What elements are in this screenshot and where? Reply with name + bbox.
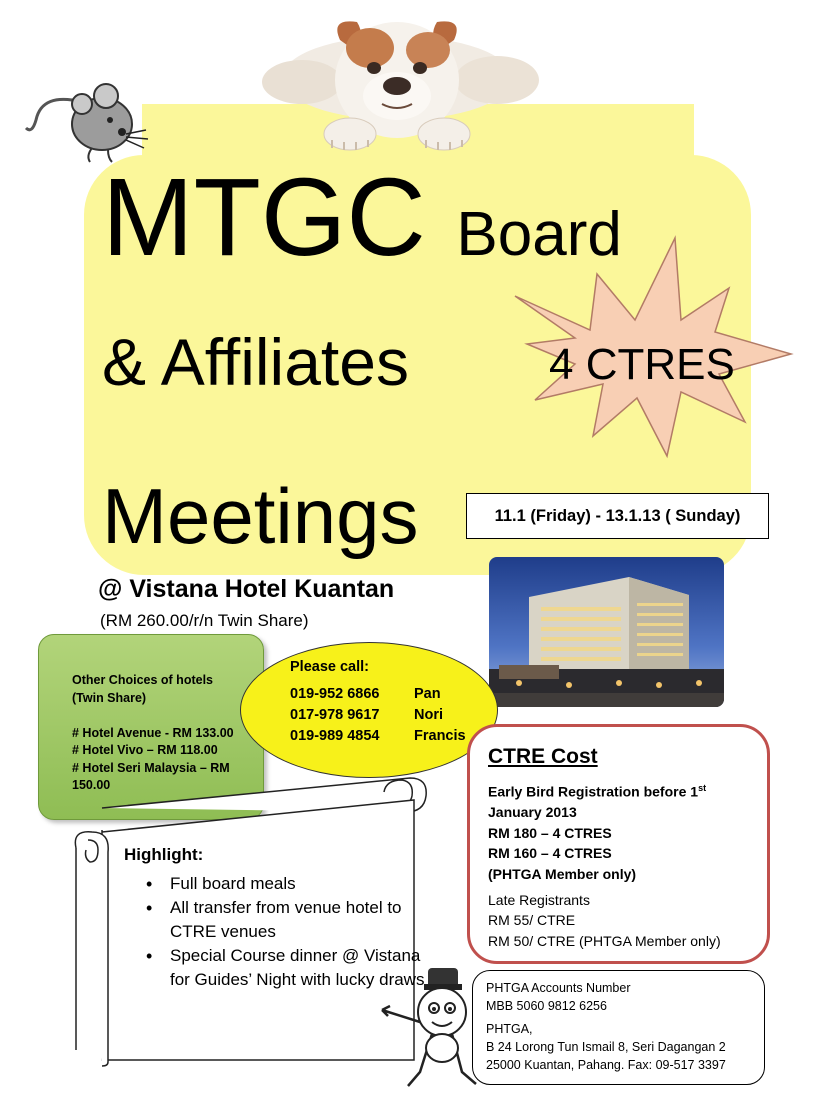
other-hotel-item: # Hotel Avenue - RM 133.00 xyxy=(72,725,234,740)
late-rate-2: RM 50/ CTRE (PHTGA Member only) xyxy=(488,933,721,949)
highlight-item: • All transfer from venue hotel to CTRE venues xyxy=(146,896,426,944)
title-mtgc: MTGC xyxy=(102,156,426,279)
hotel-photo xyxy=(489,557,724,707)
ctres-count-label: 4 CTRES xyxy=(549,340,735,389)
late-rate-1: RM 55/ CTRE xyxy=(488,912,576,928)
title-line-2: & Affiliates xyxy=(102,325,409,399)
accounts-address-2: 25000 Kuantan, Pahang. Fax: 09-517 3397 xyxy=(486,1058,726,1072)
contact-row xyxy=(290,707,443,723)
other-hotel-item: # Hotel Seri Malaysia – RM xyxy=(72,760,230,775)
contact-name: Francis xyxy=(414,728,466,744)
accounts-org: PHTGA, xyxy=(486,1022,533,1036)
other-hotel-item: # Hotel Vivo – RM 118.00 xyxy=(72,743,218,757)
contact-name: Nori xyxy=(414,707,443,723)
contact-row xyxy=(290,686,441,702)
contact-name: Pan xyxy=(414,686,441,702)
ctre-cost-title: CTRE Cost xyxy=(488,745,598,768)
bulldog-illustration xyxy=(232,0,562,160)
title-board: Board xyxy=(456,200,622,269)
contact-title: Please call: xyxy=(290,659,369,675)
highlight-title: Highlight: xyxy=(124,845,204,864)
other-hotels-heading-2: (Twin Share) xyxy=(72,690,147,705)
accounts-title: PHTGA Accounts Number xyxy=(486,981,631,995)
early-note: (PHTGA Member only) xyxy=(488,866,637,882)
contact-phone: 017-978 9617 xyxy=(290,707,380,723)
mouse-illustration xyxy=(22,72,152,168)
early-bird-text: Early Bird Registration before 1 xyxy=(488,783,699,800)
late-title: Late Registrants xyxy=(488,892,590,908)
contact-row xyxy=(290,728,466,744)
contact-phone: 019-989 4854 xyxy=(290,728,380,744)
highlight-item: • Full board meals xyxy=(146,872,426,896)
venue-rate: (RM 260.00/r/n Twin Share) xyxy=(100,611,309,630)
event-date: 11.1 (Friday) - 13.1.13 ( Sunday) xyxy=(466,493,769,539)
spacer xyxy=(72,707,262,725)
early-bird-sup: st xyxy=(698,783,707,793)
contact-phone: 019-952 6866 xyxy=(290,686,380,702)
early-bird-line-2: January 2013 xyxy=(488,804,577,820)
early-rate-2: RM 160 – 4 CTRES xyxy=(488,845,612,861)
other-hotel-item: 150.00 xyxy=(72,778,111,792)
venue-name: @ Vistana Hotel Kuantan xyxy=(98,575,395,603)
highlight-item: • Special Course dinner @ Vistana for Guides’ Night with lucky draws xyxy=(146,944,426,992)
accounts-address-1: B 24 Lorong Tun Ismail 8, Seri Dagangan 2 xyxy=(486,1040,726,1054)
other-hotels-heading-1: Other Choices of hotels xyxy=(72,673,213,687)
early-rate-1: RM 180 – 4 CTRES xyxy=(488,825,612,841)
cartoon-character-illustration xyxy=(372,962,482,1090)
title-line-3: Meetings xyxy=(102,472,419,560)
early-bird-line-1 xyxy=(488,783,706,800)
accounts-number: MBB 5060 9812 6256 xyxy=(486,999,607,1013)
